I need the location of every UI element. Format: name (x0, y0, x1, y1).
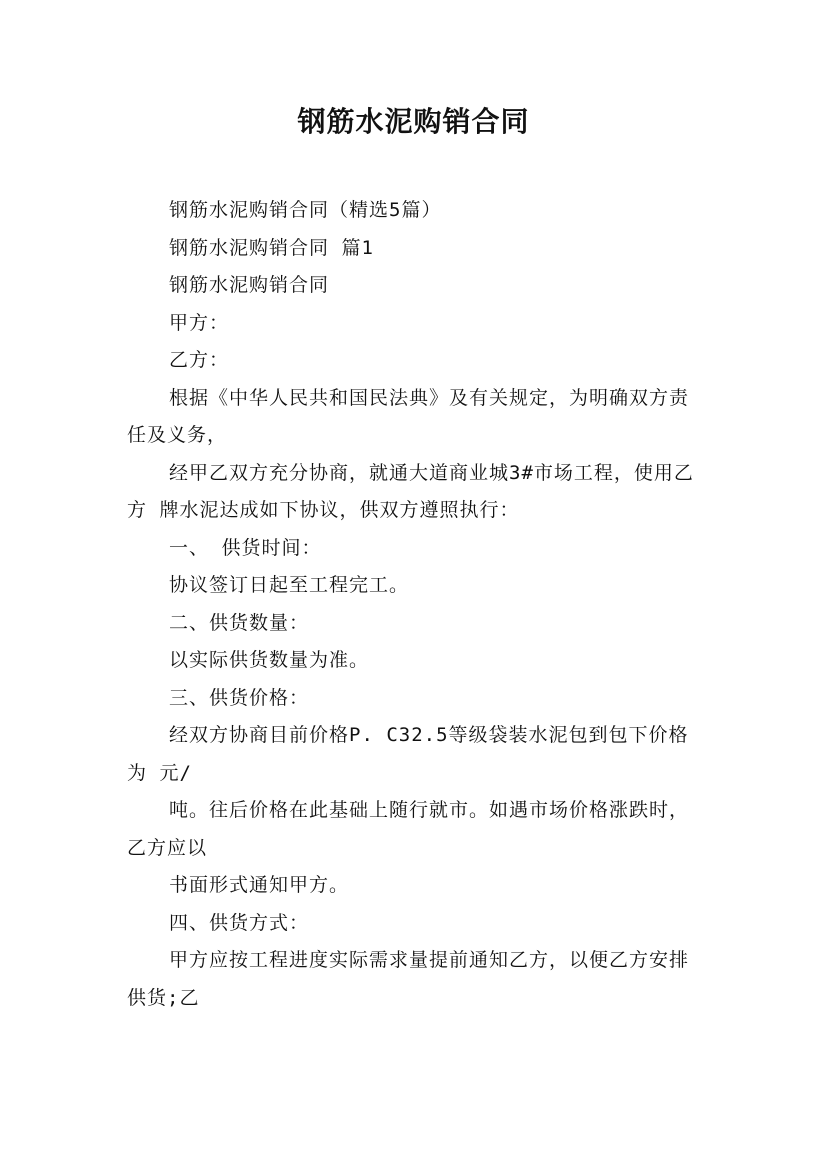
paragraph-supply-price: 经双方协商目前价格P. C32.5等级袋装水泥包到包下价格为 元/ (127, 724, 689, 784)
paragraph-supply-time: 协议签订日起至工程完工。 (169, 574, 410, 596)
section-heading-supply-price: 三、供货价格： (169, 686, 310, 709)
paragraph-party-b: 乙方： (169, 349, 230, 371)
paragraph-party-a: 甲方： (169, 311, 230, 334)
paragraph-contract-name: 钢筋水泥购销合同 (169, 274, 330, 296)
paragraph-part-heading: 钢筋水泥购销合同 篇1 (169, 236, 374, 259)
paragraph-supply-quantity: 以实际供货数量为准。 (169, 649, 370, 671)
section-heading-supply-time: 一、 供货时间： (169, 536, 322, 559)
paragraph-supply-method: 甲方应按工程进度实际需求量提前通知乙方，以便乙方安排供货;乙 (127, 949, 690, 1009)
paragraph-subtitle: 钢筋水泥购销合同（精选5篇） (169, 199, 442, 221)
document-body (127, 192, 705, 1017)
paragraph-price-adjustment: 吨。往后价格在此基础上随行就市。如遇市场价格涨跌时，乙方应以 (127, 799, 690, 859)
paragraph-agreement-intro: 经甲乙双方充分协商，就通大道商业城3#市场工程，使用乙方 牌水泥达成如下协议，供双方遵照执行： (127, 461, 694, 521)
paragraph-legal-basis: 根据《中华人民共和国民法典》及有关规定，为明确双方责任及义务， (127, 386, 690, 446)
section-heading-supply-quantity: 二、供货数量： (169, 611, 310, 634)
document-title: 钢筋水泥购销合同 (297, 105, 530, 138)
paragraph-written-notice: 书面形式通知甲方。 (169, 874, 350, 896)
section-heading-supply-method: 四、供货方式： (169, 911, 310, 934)
